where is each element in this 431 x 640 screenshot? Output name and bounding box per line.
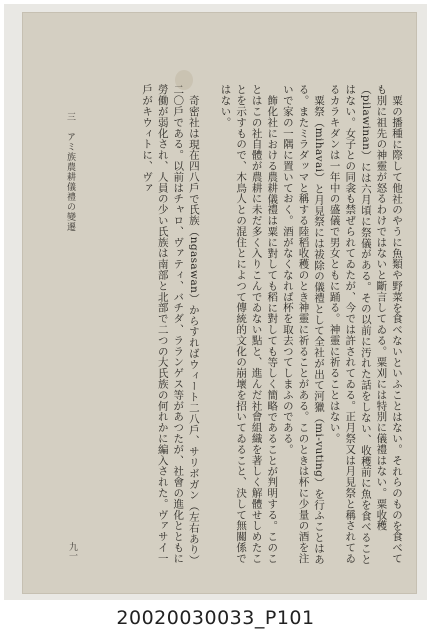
page-number: 九一 <box>67 542 77 560</box>
body-text <box>84 84 404 574</box>
paragraph: 粟祭（mihavai）と月見祭には祓除の儀禮として全社が出て河獵（mi-vuting）を行ふことはある。またミラダッマと稱する陸稻收穫のとき神靈に祈ることがある。このときは杯に少量の酒を注いで家の一隅に置いておく。酒がなくなれば杯を取去つてしまふのである。 <box>281 84 326 565</box>
paragraph: 奇密社は現在四八戶で氏族（ngasawan）からすればウィート二八戶、サリボガン（左右あり）二〇戶である。以前はチャロ、ヴァティ、バチダ、ラランゲス等があつたが、社會の進化とともに勞働が弱化され、人員の少い氏族は南部と北部で二つの大氏族の何れかに編入された。ヴァサイ一戶がキウィトに、ヴァ <box>141 84 200 566</box>
paragraph: 粟の播種に際して他社のやうに魚類や野菜を食べないといふことはない。それらのものを食べても別に祖先の神靈が怒るわけではないと斷言してゐる。粟刈には特別に儀禮はない。粟收穫（pilawinan）には六月頃に祭儀がある。その以前に汚れた話をしない、收穫前に魚を食べることはない。女子との同衾も禁ぜられてゐたが、今では許されてゐる。正月祭又は月見祭と稱されてゐるカラキダンは一年中の盛儀で男女ともに踊る。神靈に祈ることはない。 <box>328 84 403 565</box>
paragraph: 飾化社における農耕儀禮は粟に對しても稻に對しても等しく簡略であることが判明する。このことはこの社自體が農耕に未だ多く入りこんでゐない點と、進んだ社會組織を著しく解體せしめたことを示すもので、木鳥人との混住とによつて傳統的文化の崩壞を招いてゐること、決して無關係ではない。 <box>219 84 279 564</box>
running-head: 三 アミ族農耕儀禮の變遷 <box>65 112 75 232</box>
image-caption: 20020030033_P101 <box>116 607 315 629</box>
book-page <box>22 12 417 594</box>
